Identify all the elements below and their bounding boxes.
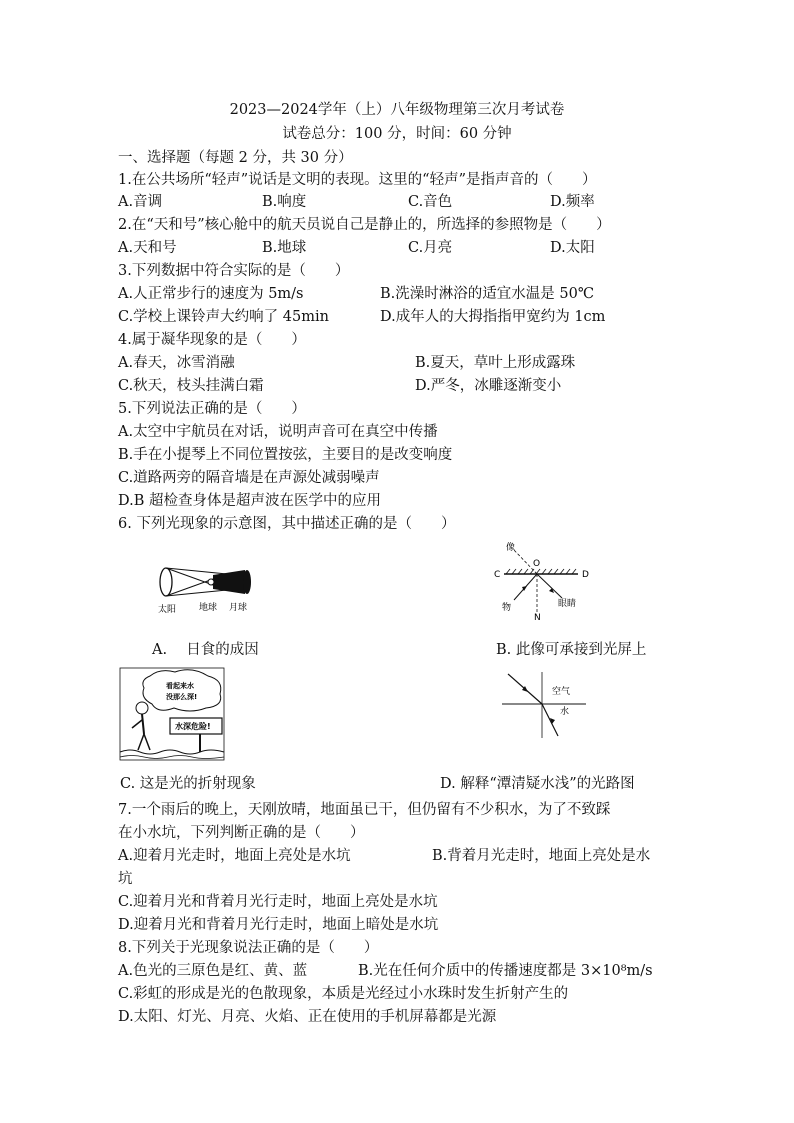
q2-option-a: A.天和号 [118, 240, 177, 256]
label-eye: 眼睛 [558, 599, 577, 609]
q3-option-a: A.人正常步行的速度为 5m/s [118, 286, 304, 302]
q5-option-b: B.手在小提琴上不同位置按弦，主要目的是改变响度 [118, 447, 453, 463]
q4-option-d: D.严冬，冰雕逐渐变小 [415, 378, 562, 394]
arrow-reflected [549, 588, 554, 593]
exam-subtitle: 试卷总分：100 分，时间：60 分钟 [282, 126, 512, 142]
q7-option-a: A.迎着月光走时，地面上亮处是水坑 [118, 848, 351, 864]
label-earth: 地球 [199, 603, 218, 613]
q3-option-c: C.学校上课铃声大约响了 45min [118, 309, 329, 325]
person-head [136, 702, 148, 714]
q3-stem: 3.下列数据中符合实际的是（ ） [118, 263, 350, 279]
q4-option-b: B.夏天，草叶上形成露珠 [415, 355, 576, 371]
figure-cartoon [120, 668, 230, 760]
sun-shape [160, 568, 172, 596]
q1-option-d: D.频率 [550, 194, 595, 210]
label-moon: 月球 [229, 603, 248, 613]
section-heading: 一、选择题（每题 2 分，共 30 分） [118, 150, 353, 166]
speech-text-1: 看起来水 [166, 682, 194, 690]
q2-option-c: C.月亮 [408, 240, 453, 256]
q8-option-b: B.光在任何介质中的传播速度都是 3×10⁸m/s [358, 963, 653, 979]
q6-option-b: B. 此像可承接到光屏上 [496, 642, 647, 658]
q7-stem-line2: 在小水坑，下列判断正确的是（ ） [118, 825, 365, 841]
label-o: O [533, 559, 541, 569]
q6-option-d: D. 解释“潭清疑水浅”的光路图 [440, 776, 635, 792]
water-surface [120, 750, 224, 754]
q6-option-a: A. 日食的成因 [152, 642, 259, 658]
q8-stem: 8.下列关于光现象说法正确的是（ ） [118, 940, 379, 956]
figure-refraction [500, 668, 590, 740]
label-sun: 太阳 [158, 605, 177, 615]
q5-stem: 5.下列说法正确的是（ ） [118, 401, 306, 417]
figure-plane-mirror [492, 540, 592, 623]
person-leg-2 [144, 734, 150, 750]
label-d: D [582, 570, 589, 580]
q6-option-c: C. 这是光的折射现象 [120, 776, 256, 792]
reflected-ray [537, 574, 562, 598]
speech-cloud [143, 670, 221, 711]
q1-stem: 1.在公共场所“轻声”说话是文明的表现。这里的“轻声”是指声音的（ ） [118, 172, 597, 188]
exam-title: 2023—2024学年（上）八年级物理第三次月考试卷 [229, 102, 565, 118]
q7-option-b: B.背着月光走时，地面上亮处是水 [432, 848, 651, 864]
label-object: 物 [502, 603, 512, 613]
q4-option-a: A.春天，冰雪消融 [118, 355, 235, 371]
q1-option-c: C.音色 [408, 194, 453, 210]
label-water: 水 [560, 707, 570, 717]
person-leg-1 [138, 734, 144, 750]
q2-stem: 2.在“天和号”核心舱中的航天员说自己是静止的，所选择的参照物是（ ） [118, 217, 611, 233]
ray-in-water [542, 704, 558, 736]
q7-option-c: C.迎着月光和背着月光行走时，地面上亮处是水坑 [118, 894, 438, 910]
person-arm [132, 720, 142, 728]
speech-text-2: 没那么深! [166, 693, 198, 701]
q1-option-a: A.音调 [118, 194, 163, 210]
q1-option-b: B.响度 [262, 194, 307, 210]
q2-option-d: D.太阳 [550, 240, 595, 256]
q5-option-c: C.道路两旁的隔音墙是在声源处减弱噪声 [118, 470, 380, 486]
label-n: N [534, 613, 541, 623]
q7-option-d: D.迎着月光和背着月光行走时，地面上暗处是水坑 [118, 917, 439, 933]
q3-option-b: B.洗澡时淋浴的适宜水温是 50℃ [380, 286, 595, 302]
sign-text: 水深危险! [175, 722, 211, 731]
earth-shape [208, 579, 214, 585]
q7-option-b-cont: 坑 [118, 871, 133, 887]
person-body [142, 714, 144, 734]
q4-stem: 4.属于凝华现象的是（ ） [118, 332, 306, 348]
moon-shape [243, 570, 251, 594]
q5-option-a: A.太空中宇航员在对话，说明声音可在真空中传播 [118, 424, 438, 440]
label-c: C [494, 570, 501, 580]
q6-stem: 6. 下列光现象的示意图，其中描述正确的是（ ） [118, 516, 456, 532]
q8-option-a: A.色光的三原色是红、黄、蓝 [118, 963, 308, 979]
q8-option-d: D.太阳、灯光、月亮、火焰、正在使用的手机屏幕都是光源 [118, 1009, 497, 1025]
shadow-cone [213, 570, 245, 594]
figure-eclipse [155, 560, 265, 620]
water-surface-2 [120, 756, 224, 759]
label-air: 空气 [552, 687, 571, 697]
q7-stem-line1: 7.一个雨后的晚上，天刚放晴，地面虽已干，但仍留有不少积水，为了不致踩 [118, 802, 611, 818]
q2-option-b: B.地球 [262, 240, 307, 256]
q4-option-c: C.秋天，枝头挂满白霜 [118, 378, 264, 394]
q8-option-c: C.彩虹的形成是光的色散现象，本质是光经过小水珠时发生折射产生的 [118, 986, 569, 1002]
label-image: 像 [506, 543, 516, 553]
q3-option-d: D.成年人的大拇指指甲宽约为 1cm [380, 309, 606, 325]
q5-option-d: D.B 超检查身体是超声波在医学中的应用 [118, 493, 381, 509]
